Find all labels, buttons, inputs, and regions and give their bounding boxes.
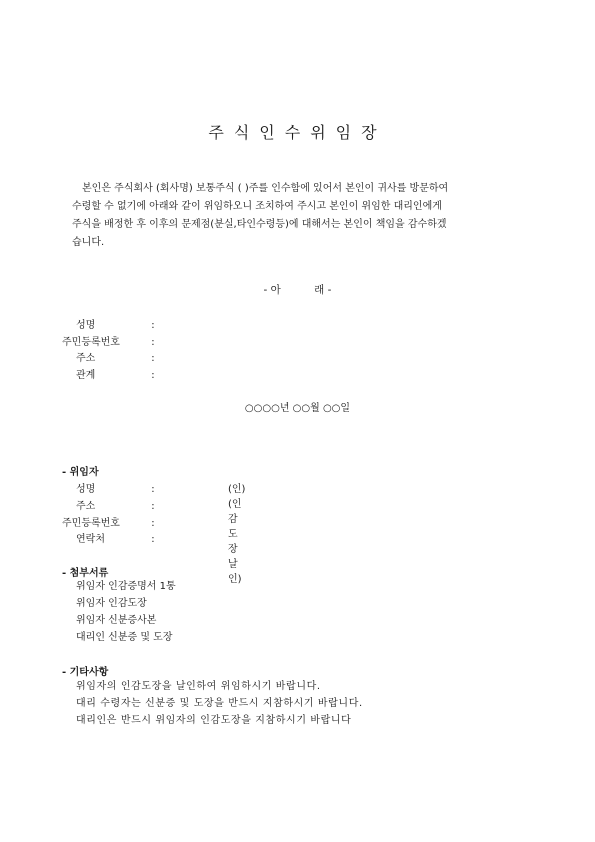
date-text: ○○○○년 ○○월 ○○일 [244,403,351,414]
field-label: 성명 [76,320,96,331]
document-title [0,120,595,143]
agent-relation-field [76,366,155,381]
field-colon: : [151,484,155,495]
list-item: 위임자 인감도장 [76,598,147,609]
list-item: 대리인은 반드시 위임자의 인감도장을 지참하시기 바랍니다 [76,715,352,726]
delegator-heading: - 위임자 [62,467,99,478]
field-colon: : [151,534,155,545]
field-colon: : [151,518,155,529]
delegator-id-field [62,514,155,529]
agent-id-field [62,333,155,348]
date-line [0,399,595,414]
field-label: 주민등록번호 [62,518,120,529]
delegator-contact-field [76,530,155,545]
field-label: 주민등록번호 [62,337,120,348]
agent-address-field [76,349,155,364]
field-label: 주소 [76,353,96,364]
list-item: 위임자 인감증명서 1통 [76,581,176,592]
field-colon: : [151,370,155,381]
field-colon: : [151,337,155,348]
list-item: 대리 수령자는 신분증 및 도장을 반드시 지참하시기 바랍니다. [76,698,363,709]
document-title-text: 주식인수위임장 [208,123,387,142]
list-item: 대리인 신분증 및 도장 [76,632,173,643]
paragraph-line: 습니다. [72,237,105,248]
below-heading-text: - 아 래 - [263,284,332,296]
seal-note: (인) (인감도장날인) [228,484,246,585]
other-list [76,678,363,729]
field-label: 관계 [76,370,96,381]
delegator-address-field [76,497,155,512]
field-label: 주소 [76,501,96,512]
agent-name-field [76,316,155,331]
other-heading: - 기타사항 [62,667,109,678]
field-colon: : [151,353,155,364]
attachments-list [76,578,176,646]
paragraph-line: 본인은 주식회사 (회사명) 보통주식 ( )주를 인수함에 있어서 본인이 귀사를 방문하여 [82,183,449,194]
list-item: 위임자 신분증사본 [76,615,157,626]
field-label: 연락처 [76,534,105,545]
field-label: 성명 [76,484,96,495]
paragraph-line: 수령할 수 없기에 아래와 같이 위임하오니 조치하여 주시고 본인이 위임한 대리인에게 [72,201,442,212]
below-heading [0,282,595,297]
list-item: 위임자의 인감도장을 날인하여 위임하시기 바랍니다. [76,681,321,692]
attachments-heading: - 첨부서류 [62,568,109,579]
field-colon: : [151,320,155,331]
paragraph-line: 주식을 배정한 후 이후의 문제점(분실,타인수령등)에 대해서는 본인이 책임을 감수하겠 [72,219,447,230]
body-paragraph [72,180,527,252]
field-colon: : [151,501,155,512]
